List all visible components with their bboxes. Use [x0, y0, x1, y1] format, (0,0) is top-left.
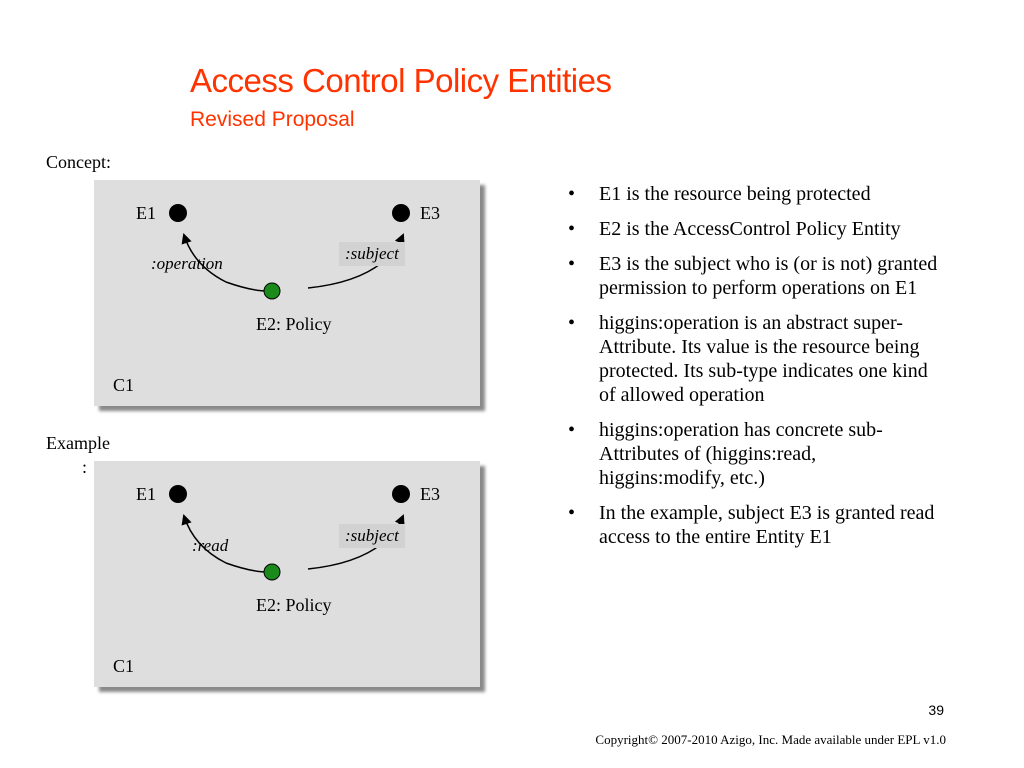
bullet-item: [568, 311, 940, 407]
example-diagram: [94, 461, 480, 687]
e2-policy-node: [264, 283, 280, 299]
bullet-item: [568, 182, 940, 206]
subject-edge-label: :subject: [339, 242, 405, 266]
e3-node: [392, 485, 410, 503]
bullet-text: In the example, subject E3 is granted read access to the entire Entity E1: [599, 502, 935, 548]
e1-node: [169, 204, 187, 222]
page-number: 39: [928, 702, 944, 718]
bullet-text: higgins:operation has concrete sub-Attributes of (higgins:read, higgins:modify, etc.): [599, 419, 883, 489]
bullet-icon: •: [568, 312, 576, 334]
subject-edge-label: :subject: [339, 524, 405, 548]
e1-label: E1: [136, 203, 156, 223]
e3-label: E3: [420, 203, 440, 223]
bullet-icon: •: [568, 502, 576, 524]
example-label-colon: :: [82, 457, 88, 477]
example-label: Example: [46, 433, 110, 453]
bullet-list: [568, 182, 940, 560]
e3-label: E3: [420, 484, 440, 504]
bullet-text: E2 is the AccessControl Policy Entity: [599, 218, 901, 240]
e1-label: E1: [136, 484, 156, 504]
bullet-text: E1 is the resource being protected: [599, 183, 871, 205]
e2-policy-node: [264, 564, 280, 580]
bullet-item: [568, 501, 940, 549]
copyright-notice: Copyright© 2007-2010 Azigo, Inc. Made available under EPL v1.0: [595, 732, 946, 747]
operation-edge-label: :operation: [151, 254, 223, 273]
bullet-icon: •: [568, 218, 576, 240]
bullet-text: E3 is the subject who is (or is not) granted permission to perform operations on E1: [599, 253, 938, 299]
slide-subtitle: Revised Proposal: [190, 108, 355, 131]
context-label: C1: [113, 375, 135, 395]
read-edge-label: :read: [192, 536, 229, 555]
e2-policy-label: E2: Policy: [256, 314, 332, 334]
bullet-item: [568, 418, 940, 490]
concept-label: Concept:: [46, 152, 111, 172]
e3-node: [392, 204, 410, 222]
e1-node: [169, 485, 187, 503]
e2-policy-label: E2: Policy: [256, 595, 332, 615]
bullet-item: [568, 217, 940, 241]
bullet-icon: •: [568, 253, 576, 275]
bullet-item: [568, 252, 940, 300]
concept-diagram: [94, 180, 480, 406]
bullet-icon: •: [568, 419, 576, 441]
bullet-icon: •: [568, 183, 576, 205]
slide-title: Access Control Policy Entities: [190, 62, 612, 99]
bullet-text: higgins:operation is an abstract super-Attribute. Its value is the resource being protected. Its sub-type indicates one kind of allowed operation: [599, 312, 928, 406]
context-label: C1: [113, 656, 135, 676]
